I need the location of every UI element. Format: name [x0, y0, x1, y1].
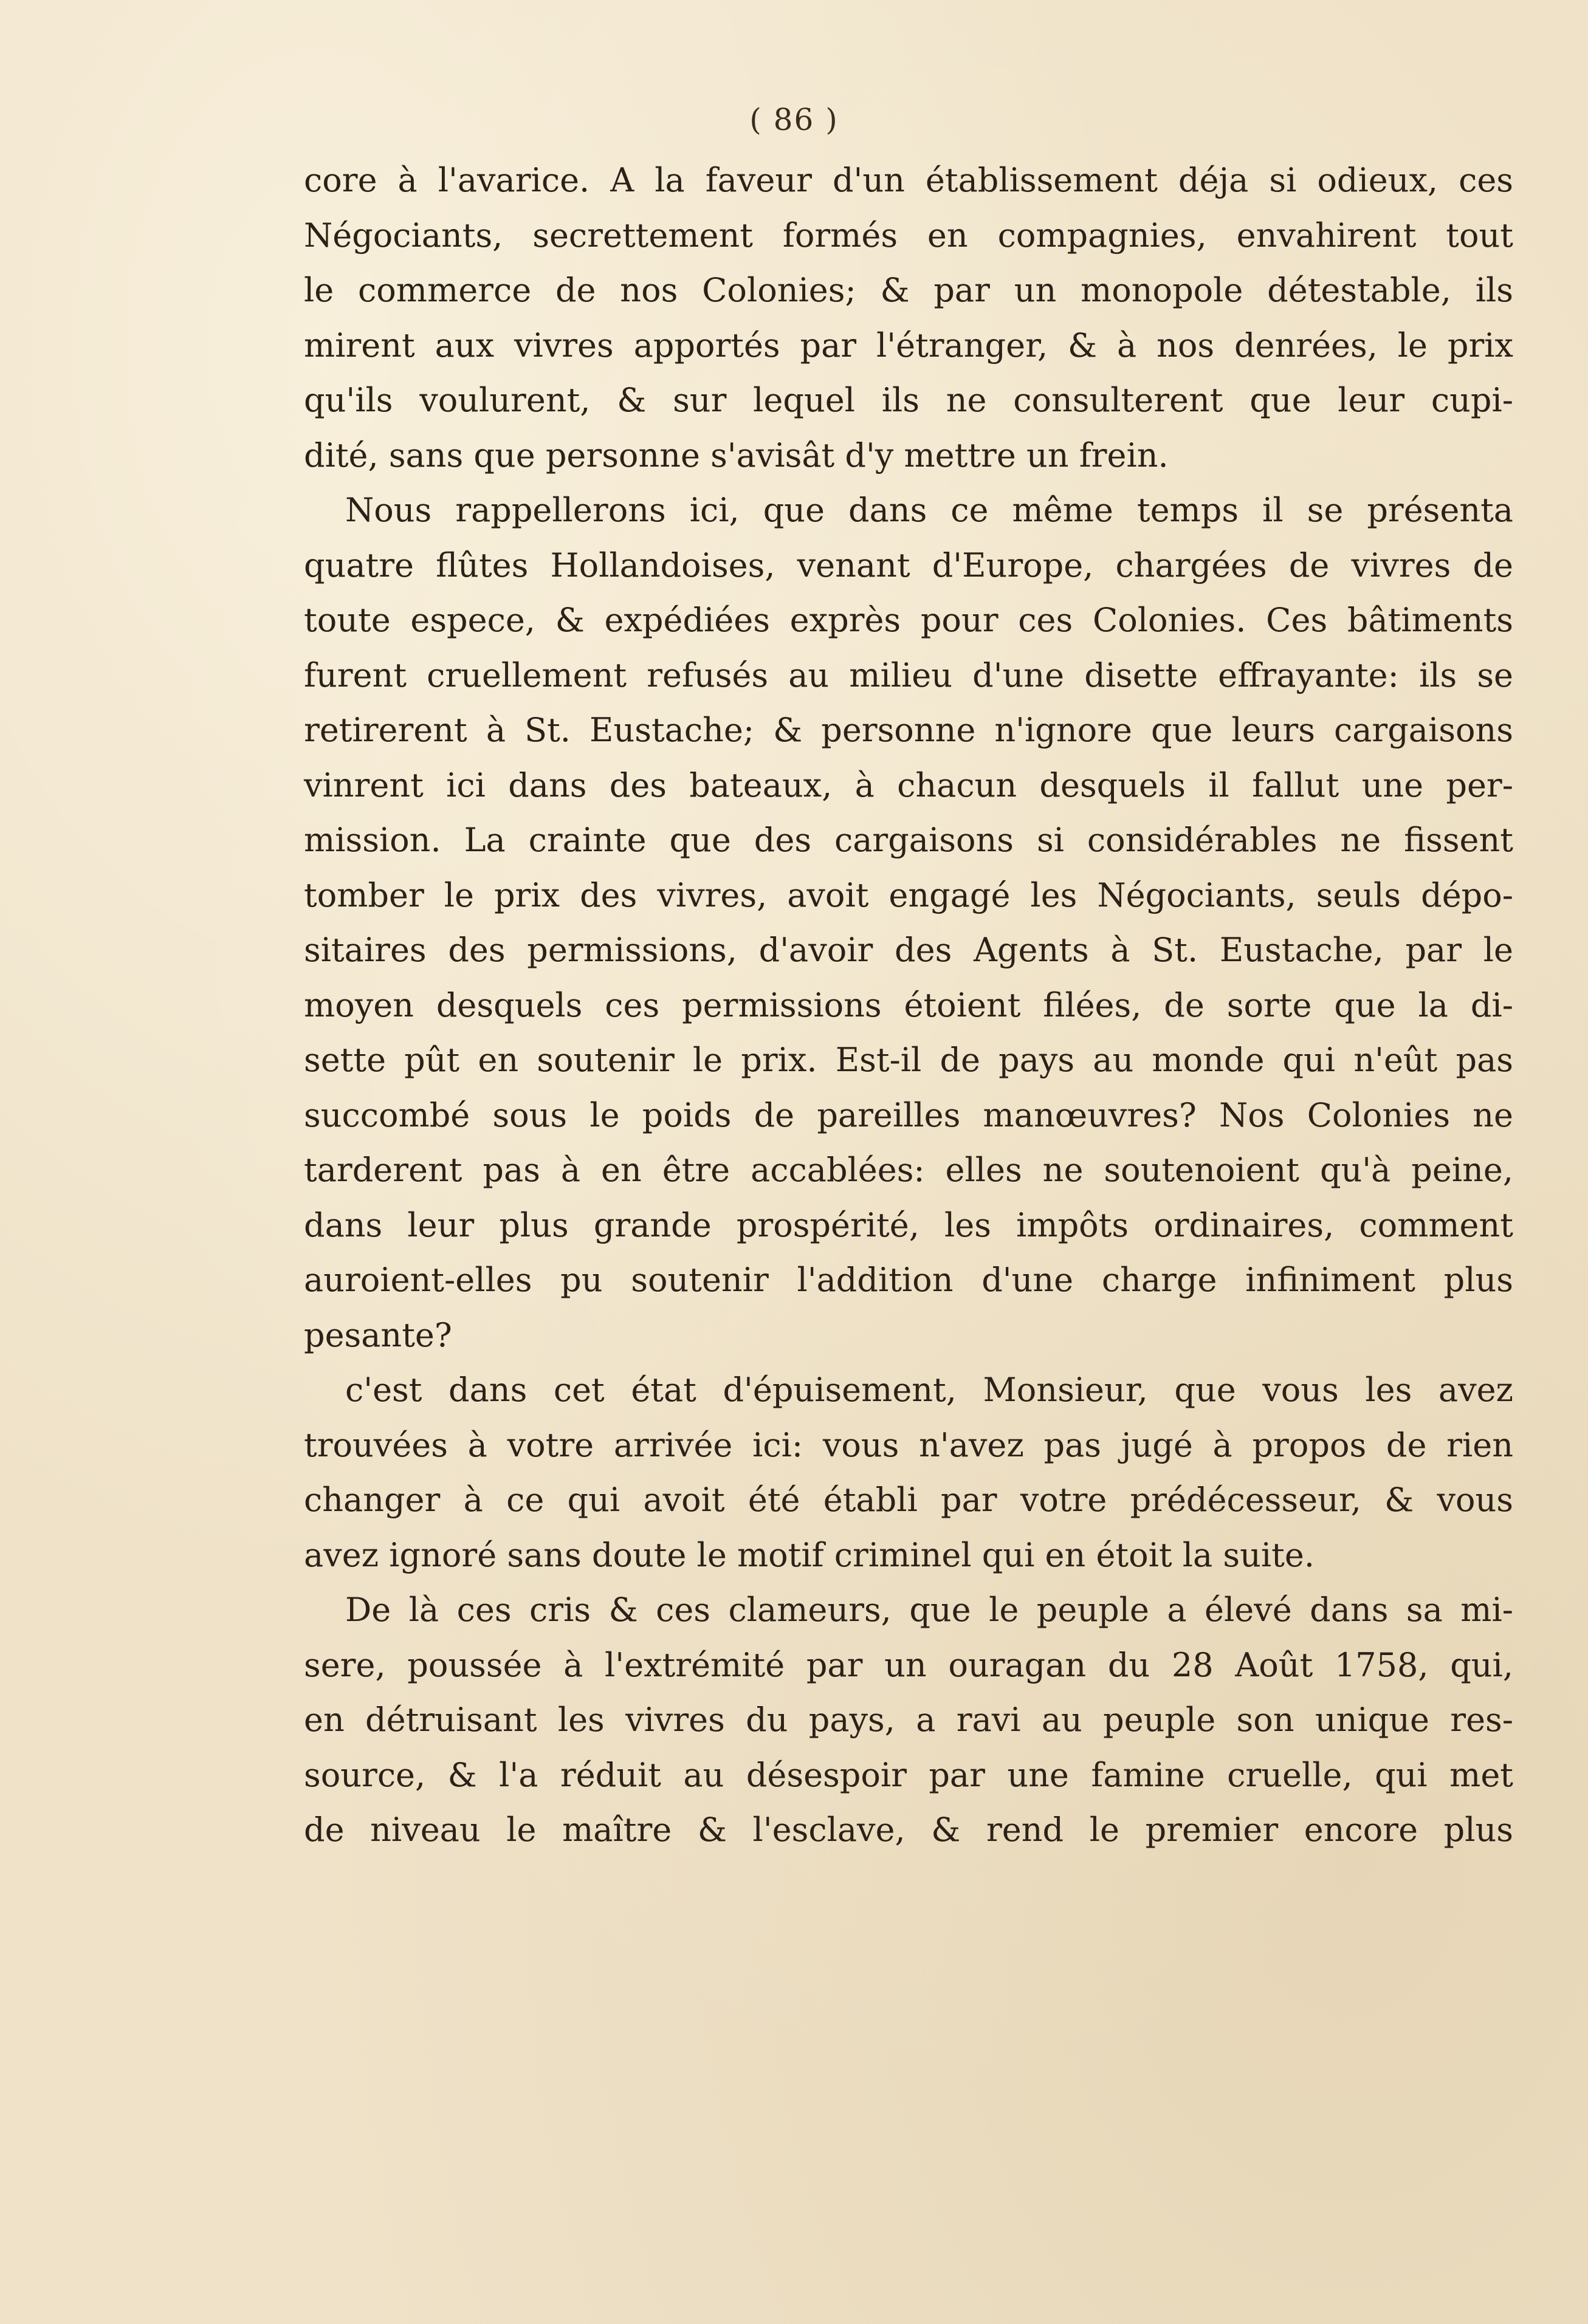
text-line: source, & l'a réduit au désespoir par une famine cruelle, qui met	[304, 1755, 1513, 1794]
text-line: dité, sans que personne s'avisât d'y mettre un frein.	[304, 436, 1169, 475]
paragraph	[304, 1363, 1513, 1583]
text-line: retirerent à St. Eustache; & personne n'ignore que leurs cargaisons	[304, 711, 1513, 749]
text-line: qu'ils voulurent, & sur lequel ils ne consulterent que leur cupi-	[304, 381, 1513, 419]
text-line: avez ignoré sans doute le motif criminel qui en étoit la suite.	[304, 1535, 1315, 1574]
text-line: sette pût en soutenir le prix. Est-il de pays au monde qui n'eût pas	[304, 1041, 1513, 1079]
text-line: moyen desquels ces permissions étoient filées, de sorte que la di-	[304, 985, 1513, 1024]
page-number: ( 86 )	[749, 102, 839, 137]
text-line: en détruisant les vivres du pays, a ravi au peuple son unique res-	[304, 1701, 1513, 1739]
text-line: tomber le prix des vivres, avoit engagé les Négociants, seuls dépo-	[304, 876, 1513, 914]
text-line: vinrent ici dans des bateaux, à chacun desquels il fallut une per-	[304, 766, 1513, 804]
text-line: Nous rappellerons ici, que dans ce même temps il se présenta	[345, 491, 1513, 529]
text-line: sitaires des permissions, d'avoir des Agents à St. Eustache, par le	[304, 931, 1513, 969]
text-line: furent cruellement refusés au milieu d'une disette effrayante: ils se	[304, 656, 1513, 694]
text-line: auroient-elles pu soutenir l'addition d'une charge infiniment plus	[304, 1261, 1513, 1299]
text-line: sere, poussée à l'extrémité par un ouragan du 28 Août 1758, qui,	[304, 1645, 1513, 1684]
text-line: pesante?	[304, 1315, 452, 1354]
paragraph	[304, 153, 1513, 483]
text-line: Négociants, secrettement formés en compagnies, envahirent tout	[304, 216, 1513, 255]
text-line: le commerce de nos Colonies; & par un monopole détestable, ils	[304, 271, 1513, 309]
text-body	[304, 153, 1513, 1858]
text-line: changer à ce qui avoit été établi par votre prédécesseur, & vous	[304, 1481, 1513, 1519]
text-line: trouvées à votre arrivée ici: vous n'avez pas jugé à propos de rien	[304, 1425, 1513, 1464]
text-line: mirent aux vivres apportés par l'étranger, & à nos denrées, le prix	[304, 326, 1513, 365]
text-line: succombé sous le poids de pareilles manœuvres? Nos Colonies ne	[304, 1095, 1513, 1134]
text-line: c'est dans cet état d'épuisement, Monsieur, que vous les avez	[345, 1371, 1513, 1409]
text-line: mission. La crainte que des cargaisons si considérables ne fissent	[304, 821, 1513, 859]
paragraph	[304, 483, 1513, 1363]
text-line: de niveau le maître & l'esclave, & rend le premier encore plus	[304, 1811, 1513, 1849]
text-line: dans leur plus grande prospérité, les impôts ordinaires, comment	[304, 1205, 1513, 1244]
text-line: quatre flûtes Hollandoises, venant d'Europe, chargées de vivres de	[304, 546, 1513, 584]
paragraph	[304, 1583, 1513, 1858]
text-line: toute espece, & expédiées exprès pour ces Colonies. Ces bâtiments	[304, 601, 1513, 639]
text-line: De là ces cris & ces clameurs, que le peuple a élevé dans sa mi-	[345, 1591, 1513, 1629]
text-line: tarderent pas à en être accablées: elles ne soutenoient qu'à peine,	[304, 1151, 1513, 1189]
text-line: core à l'avarice. A la faveur d'un établissement déja si odieux, ces	[304, 161, 1513, 199]
